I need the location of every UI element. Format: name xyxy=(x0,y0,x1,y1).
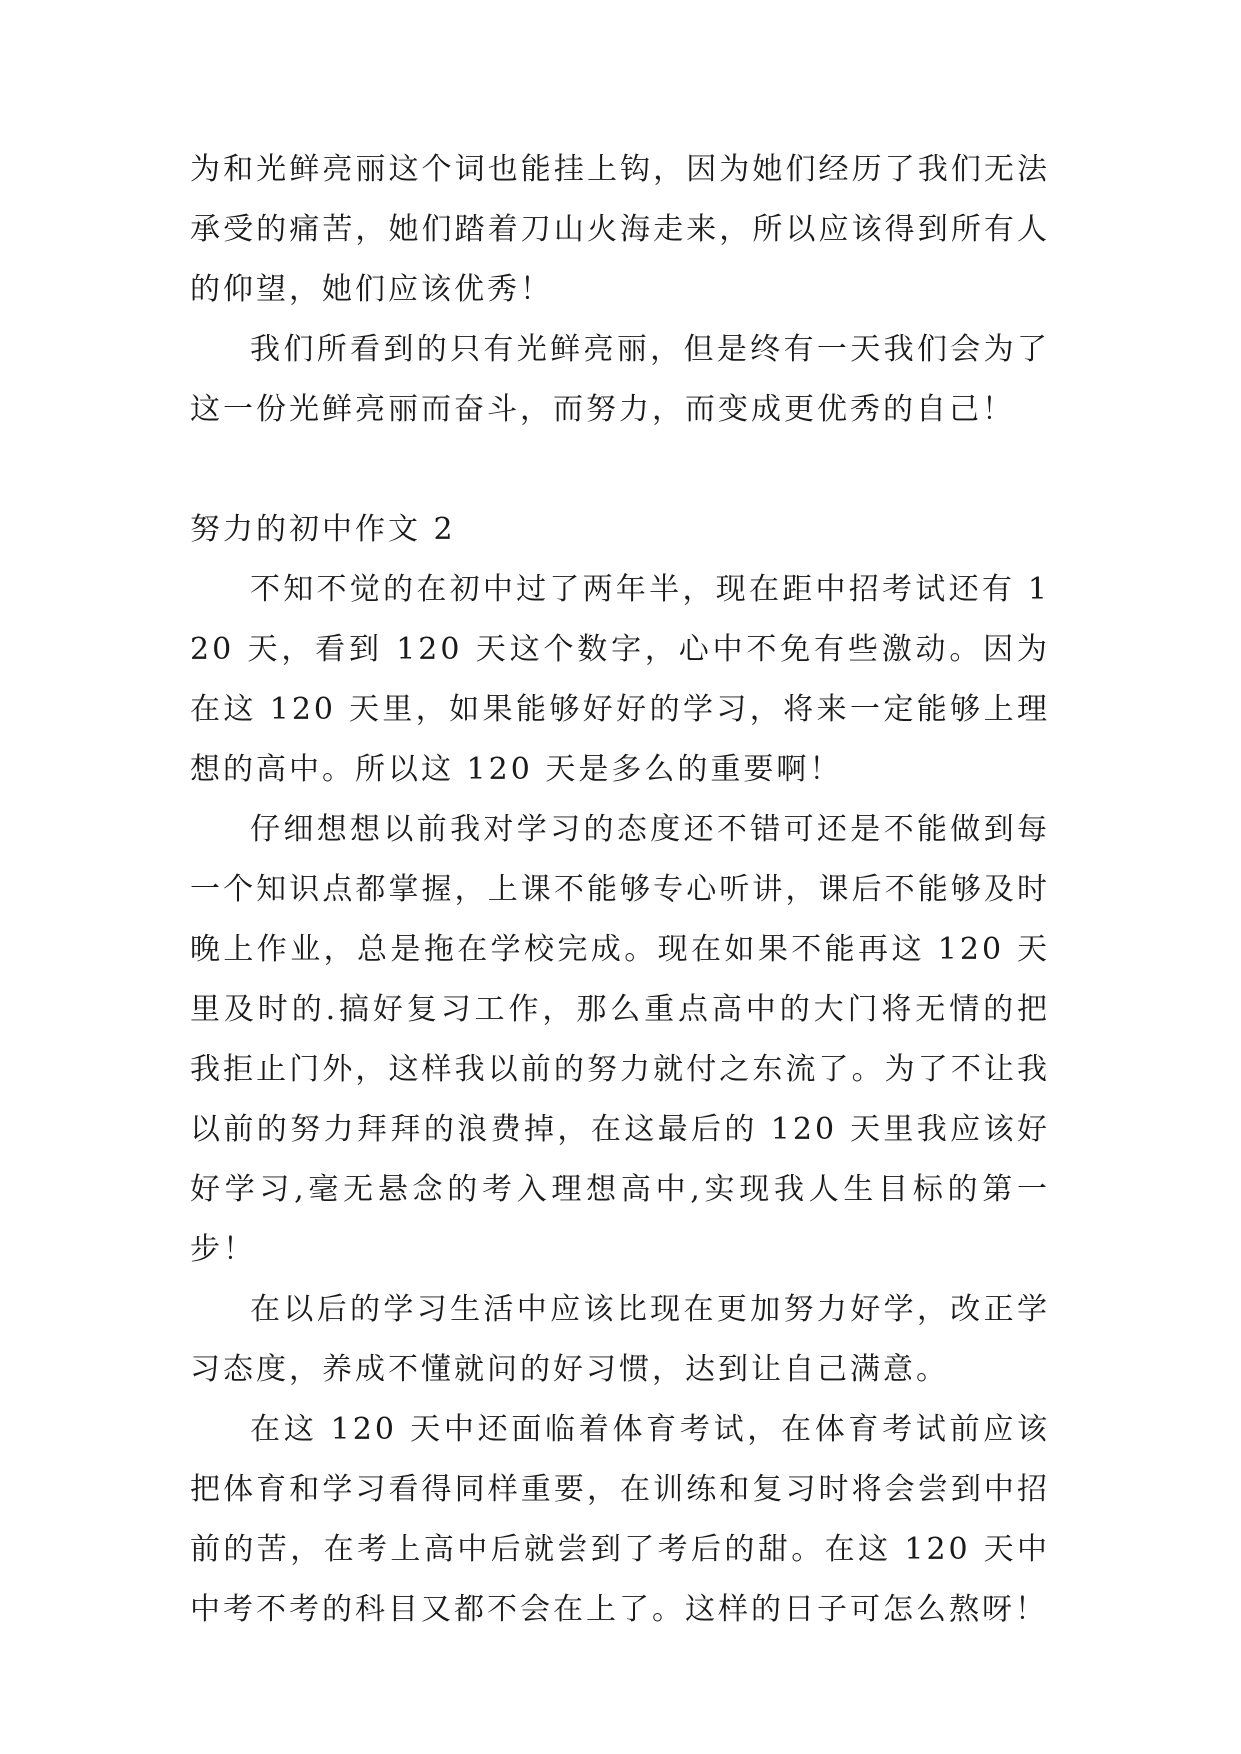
essay-paragraph-2: 仔细想想以前我对学习的态度还不错可还是不能做到每一个知识点都掌握，上课不能够专心听讲，课后不能够及时晚上作业，总是拖在学校完成。现在如果不能再这 120 天里及时的.搞好复习工作，那么重点高中的大门将无情的把我拒止门外，这样我以前的努力就付之东流了。为了不让我以前的努力拜拜的浪费掉，在这最后的 120 天里我应该好好学习,毫无悬念的考入理想高中,实现我人生目标的第一步！ xyxy=(190,812,1050,1267)
closing-paragraph: 我们所看到的只有光鲜亮丽，但是终有一天我们会为了这一份光鲜亮丽而奋斗，而努力，而变成更优秀的自己！ xyxy=(190,332,1050,427)
essay-paragraph-4: 在这 120 天中还面临着体育考试，在体育考试前应该把体育和学习看得同样重要，在训练和复习时将会尝到中招前的苦，在考上高中后就尝到了考后的甜。在这 120 天中中考不考的科目又都不会在上了。这样的日子可怎么熬呀！ xyxy=(190,1412,1050,1627)
essay-paragraph-3: 在以后的学习生活中应该比现在更加努力好学，改正学习态度，养成不懂就问的好习惯，达到让自己满意。 xyxy=(190,1292,1050,1387)
continuation-paragraph: 为和光鲜亮丽这个词也能挂上钩，因为她们经历了我们无法承受的痛苦，她们踏着刀山火海走来，所以应该得到所有人的仰望，她们应该优秀！ xyxy=(190,152,1050,307)
essay-paragraph-1: 不知不觉的在初中过了两年半，现在距中招考试还有 120 天，看到 120 天这个数字，心中不免有些激动。因为在这 120 天里，如果能够好好的学习，将来一定能够上理想的高中。所以这 120 天是多么的重要啊！ xyxy=(190,572,1050,787)
section-title: 努力的初中作文 2 xyxy=(190,512,456,547)
document-body xyxy=(190,140,1050,1640)
